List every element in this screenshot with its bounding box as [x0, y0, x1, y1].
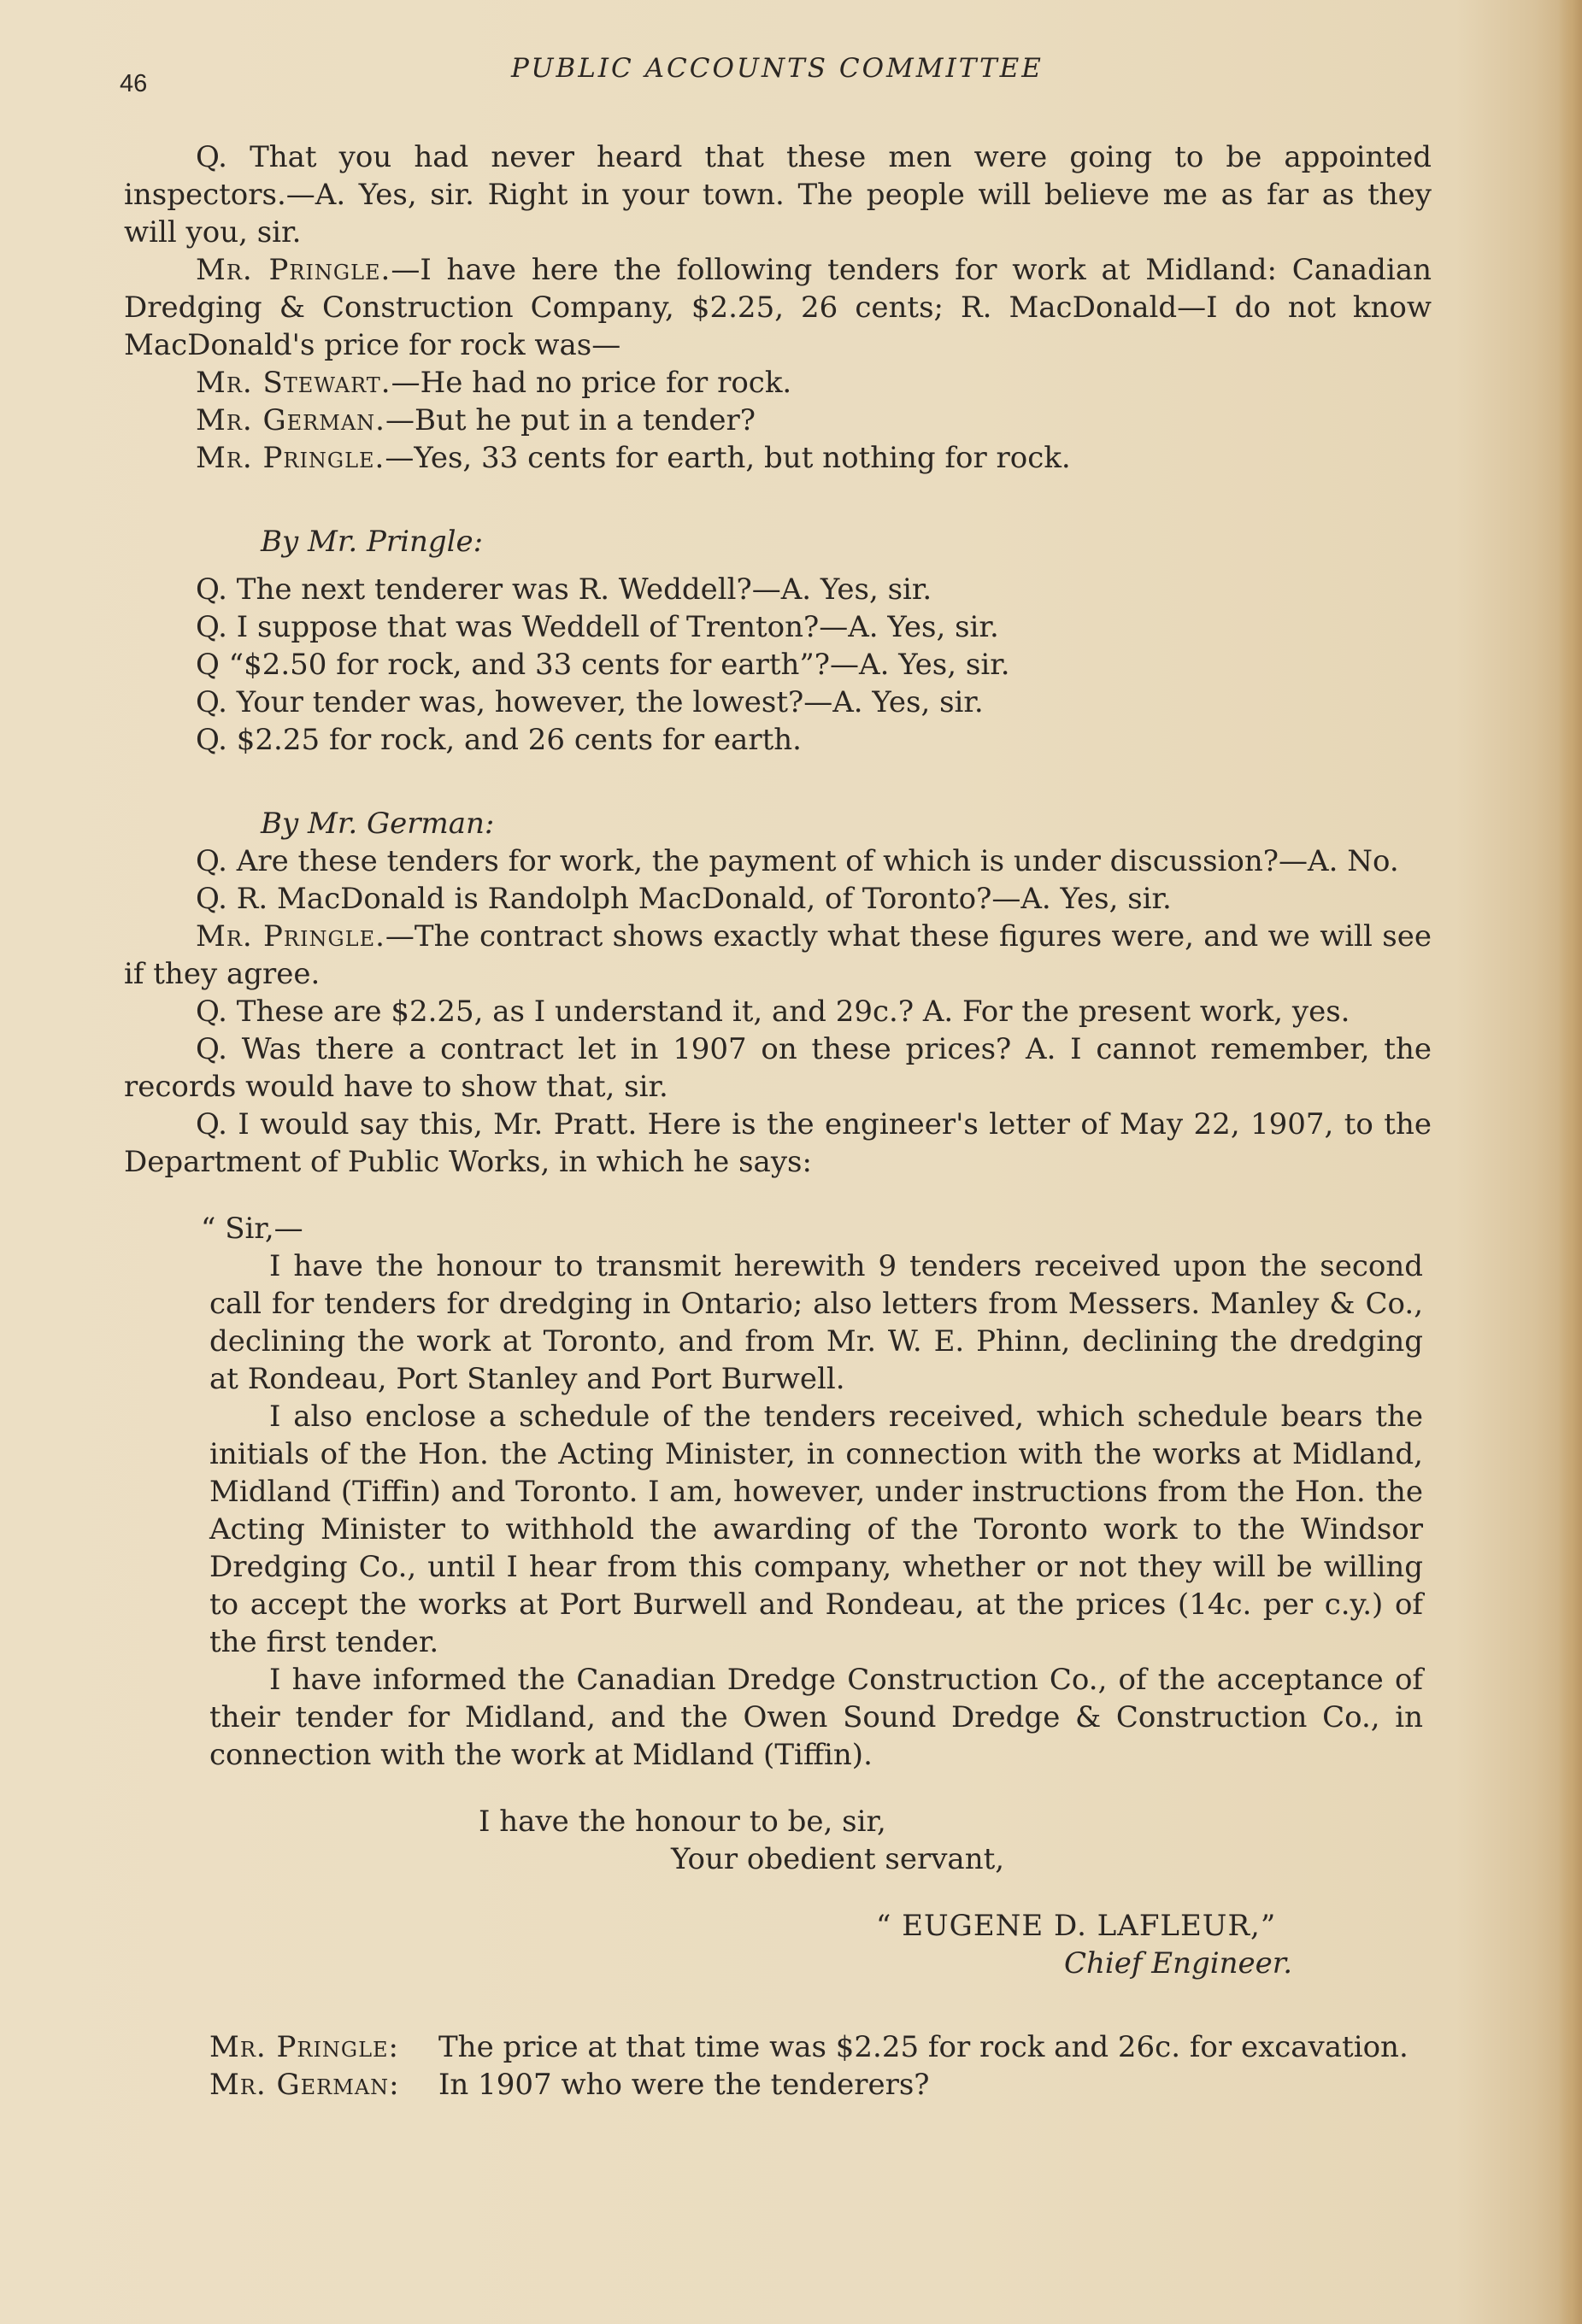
letter-paragraph: I have informed the Canadian Dredge Construction Co., of the acceptance of their tender for Midland, and the Owen Sound Dredge & Construction Co., in connection with the work at Midland (Tiffin). — [209, 1663, 1423, 1772]
letter-closing: Your obedient servant, — [671, 1842, 1005, 1876]
qa-line: Q. Was there a contract let in 1907 on these prices? A. I cannot remember, the records would have to show that, sir. — [124, 1032, 1432, 1104]
running-head: PUBLIC ACCOUNTS COMMITTEE — [511, 53, 1044, 84]
letter-signature: “ EUGENE D. LAFLEUR,” — [876, 1909, 1277, 1943]
page-number: 46 — [120, 70, 148, 97]
pringle-statement — [124, 918, 1432, 993]
speaker-name: Mr. Pringle: — [209, 2030, 400, 2064]
qa-line: Q. The next tenderer was R. Weddell?—A. Yes, sir. — [196, 572, 932, 607]
section-heading-by-german: By Mr. German: — [261, 807, 495, 841]
speaker-name: Mr. Pringle. — [196, 919, 385, 954]
letter-closing: I have the honour to be, sir, — [479, 1805, 886, 1839]
opening-question: Q. That you had never heard that these men were going to be appointed inspectors.—A. Yes, sir. Right in your town. The people will believe me as far as they will you, sir. — [124, 140, 1432, 249]
qa-line: Q “$2.50 for rock, and 33 cents for earth”?—A. Yes, sir. — [196, 648, 1010, 682]
statement-text: The price at that time was $2.25 for rock and 26c. for excavation. — [438, 2030, 1409, 2064]
page-body — [124, 138, 1432, 2104]
letter-signatory-title: Chief Engineer. — [1064, 1946, 1293, 1981]
qa-line: Q. Are these tenders for work, the payment of which is under discussion?—A. No. — [196, 844, 1399, 878]
qa-line: Q. I would say this, Mr. Pratt. Here is the engineer's letter of May 22, 1907, to the Department of Public Works, in which he says: — [124, 1107, 1432, 1179]
speaker-name: Mr. German. — [196, 403, 385, 437]
speaker-name: Mr. German: — [209, 2068, 400, 2102]
qa-line: Q. These are $2.25, as I understand it, and 29c.? A. For the present work, yes. — [196, 995, 1350, 1029]
statement-text: —I have here the following tenders for work at Midland: Canadian Dredging & Construction Company, $2.25, 26 cents; R. MacDonald—I do not know MacDonald's price for rock was— — [124, 253, 1432, 362]
stewart-statement — [124, 364, 1432, 402]
statement-text: In 1907 who were the tenderers? — [438, 2068, 930, 2102]
speaker-name: Mr. Pringle. — [196, 253, 391, 287]
letter-salutation: “ Sir,— — [201, 1212, 303, 1246]
pringle-statement — [124, 439, 1432, 477]
quoted-letter — [124, 1210, 1432, 1774]
qa-line: Q. R. MacDonald is Randolph MacDonald, of Toronto?—A. Yes, sir. — [196, 882, 1172, 916]
page-edge-shadow — [1558, 0, 1582, 2324]
statement-text: —Yes, 33 cents for earth, but nothing for rock. — [385, 441, 1071, 475]
german-statement — [124, 402, 1432, 439]
section-heading-by-pringle: By Mr. Pringle: — [261, 525, 484, 559]
speaker-name: Mr. Stewart. — [196, 366, 391, 400]
statement-text: —The contract shows exactly what these figures were, and we will see if they agree. — [124, 919, 1432, 991]
pringle-statement — [124, 251, 1432, 364]
closing-exchange-line — [124, 2028, 1432, 2066]
speaker-name: Mr. Pringle. — [196, 441, 385, 475]
closing-exchange-line — [124, 2066, 1432, 2104]
qa-line: Q. I suppose that was Weddell of Trenton?—A. Yes, sir. — [196, 610, 999, 644]
qa-line: Q. $2.25 for rock, and 26 cents for earth. — [196, 723, 802, 757]
letter-paragraph: I have the honour to transmit herewith 9 tenders received upon the second call for tenders for dredging in Ontario; also letters from Messers. Manley & Co., declining the work at Toronto, and from Mr. W. E. Phinn, declining the dredging at Rondeau, Port Stanley and Port Burwell. — [209, 1249, 1423, 1396]
statement-text: —But he put in a tender? — [385, 403, 756, 437]
statement-text: —He had no price for rock. — [391, 366, 792, 400]
letter-paragraph: I also enclose a schedule of the tenders received, which schedule bears the initials of the Hon. the Acting Minister, in connection with the works at Midland, Midland (Tiffin) and Toronto. I am, however, under instructions from the Hon. the Acting Minister to withhold the awarding of the Toronto work to the Windsor Dredging Co., until I hear from this company, whether or not they will be willing to accept the works at Port Burwell and Rondeau, at the prices (14c. per c.y.) of the first tender. — [209, 1400, 1423, 1659]
qa-line: Q. Your tender was, however, the lowest?—A. Yes, sir. — [196, 685, 984, 719]
